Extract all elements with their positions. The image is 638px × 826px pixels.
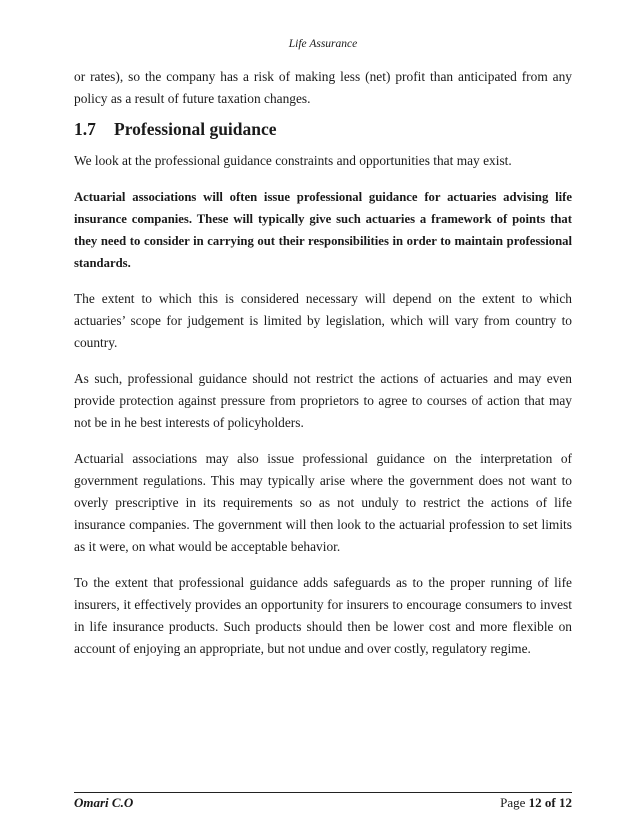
of-word: of [544,795,556,810]
paragraph-government-regulations: Actuarial associations may also issue professional guidance on the interpretation of government regulations. This may typically arise where the government does not want to overly prescriptive in its requirements so as not unduly to restrict the actions of life insurance companies. The government will then look to the actuarial profession to set limits as it were, on what would be acceptable behavior. [74,451,572,554]
intro-paragraph: or rates), so the company has a risk of making less (net) profit than anticipated from any policy as a result of future taxation changes. [74,69,572,106]
intro-paragraph-block [74,66,572,124]
page-word: Page [500,795,526,810]
paragraph-intro: We look at the professional guidance constraints and opportunities that may exist. [74,153,512,168]
total-pages: 12 [559,795,572,810]
footer-page-number [500,795,572,811]
section-body [74,150,572,674]
section-heading [74,119,277,140]
section-title: Professional guidance [114,119,277,139]
paragraph-bold-emphasis: Actuarial associations will often issue professional guidance for actuaries advising life insurance companies. These will typically give such actuaries a framework of points that they need to consider in carrying out their responsibilities in order to maintain professional standards. [74,190,572,270]
footer-author: Omari C.O [74,795,134,810]
paragraph-as-such: As such, professional guidance should not restrict the actions of actuaries and may even provide protection against pressure from proprietors to agree to courses of action that may not be in he best interests of policyholders. [74,371,572,430]
paragraph-safeguards: To the extent that professional guidance adds safeguards as to the proper running of life insurers, it effectively provides an opportunity for insurers to encourage consumers to invest in life insurance products. Such products should then be lower cost and more flexible on account of enjoying an appropriate, but not undue and over costly, regulatory regime. [74,575,572,656]
footer-rule [74,792,572,793]
running-header: Life Assurance [288,38,358,50]
current-page: 12 [528,795,542,810]
paragraph-extent: The extent to which this is considered necessary will depend on the extent to which actuaries’ scope for judgement is limited by legislation, which will vary from country to country. [74,291,572,350]
section-number: 1.7 [74,119,96,139]
